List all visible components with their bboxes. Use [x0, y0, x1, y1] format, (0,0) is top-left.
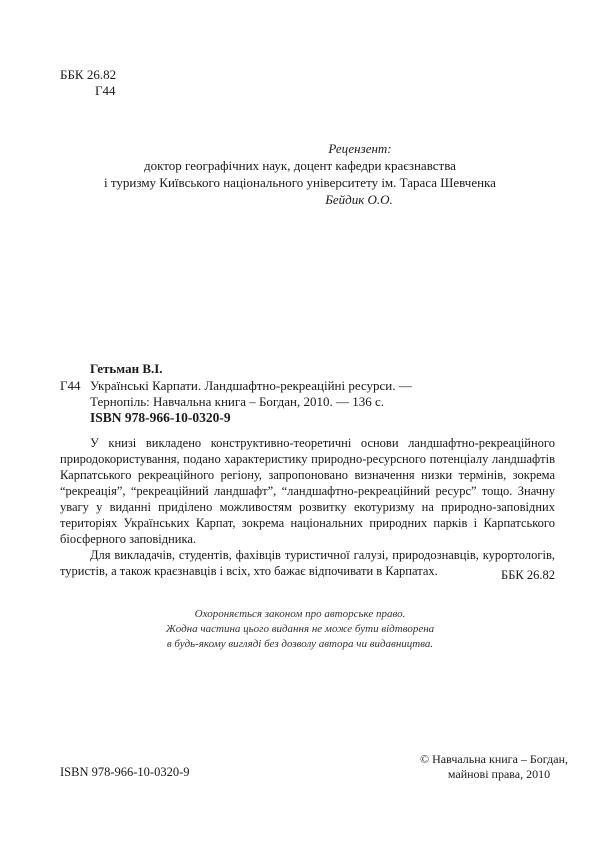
record-isbn: ISBN 978-966-10-0320-9 [90, 410, 231, 425]
annotation-paragraph-2: Для викладачів, студентів, фахівців туристичної галузі, природознавців, курортологів, туристів, а також краєзнавців і всіх, хто бажає відпочивати в Карпатах. [60, 548, 555, 578]
annotation [60, 435, 555, 579]
footer-isbn: ISBN 978-966-10-0320-9 [60, 765, 190, 779]
annotation-paragraph-1: У книзі викладено конструктивно-теоретичні основи ландшафтно-рекреаційного природокористування, подано характеристику природно-ресурсного потенціалу ландшафтів Карпатського рекреаційного регіону, запропоновано визначення низки термінів, зокрема “рекреація”, “рекреаційний ландшафт”, “ландшафтно-рекреаційний ресурс” тощо. Значну увагу у виданні приділено можливостям розвитку екотуризму на природно-заповідних територіях Українських Карпат, зокрема національних природних парків і Карпатського біосферного заповідника. [60, 436, 555, 546]
notice-line-2: Жодна частина цього видання не може бути відтворена [165, 623, 435, 635]
record-imprint: Тернопіль: Навчальна книга – Богдан, 2010. — 136 с. [90, 394, 384, 409]
notice-line-1: Охороняється законом про авторське право. [194, 608, 406, 620]
notice-line-3: в будь-якому вигляді без дозволу автора чи видавництва. [166, 638, 434, 650]
copyright-line-2: майнові права, 2010 [447, 767, 551, 781]
copyright-notice [0, 607, 600, 652]
record-author-mark: Г44 [60, 378, 81, 393]
bbk-code-annotation: ББК 26.82 [501, 568, 555, 582]
record-author: Гетьман В.І. [90, 361, 163, 376]
copyright-line-1: © Навчальна книга – Богдан, [420, 752, 568, 766]
bbk-code-top: ББК 26.82 [60, 67, 117, 82]
author-mark-top: Г44 [95, 83, 116, 98]
reviewer-block [0, 140, 600, 208]
reviewer-university-line: і туризму Київського національного університету ім. Тараса Шевченка [104, 175, 496, 190]
reviewer-degree-line: доктор географічних наук, доцент кафедри краєзнавства [144, 158, 456, 173]
reviewer-label: Рецензент: [328, 141, 392, 156]
reviewer-name: Бейдик О.О. [325, 192, 393, 207]
record-title: Українські Карпати. Ландшафтно-рекреаційні ресурси. — [90, 378, 412, 393]
footer-copyright [420, 752, 568, 782]
